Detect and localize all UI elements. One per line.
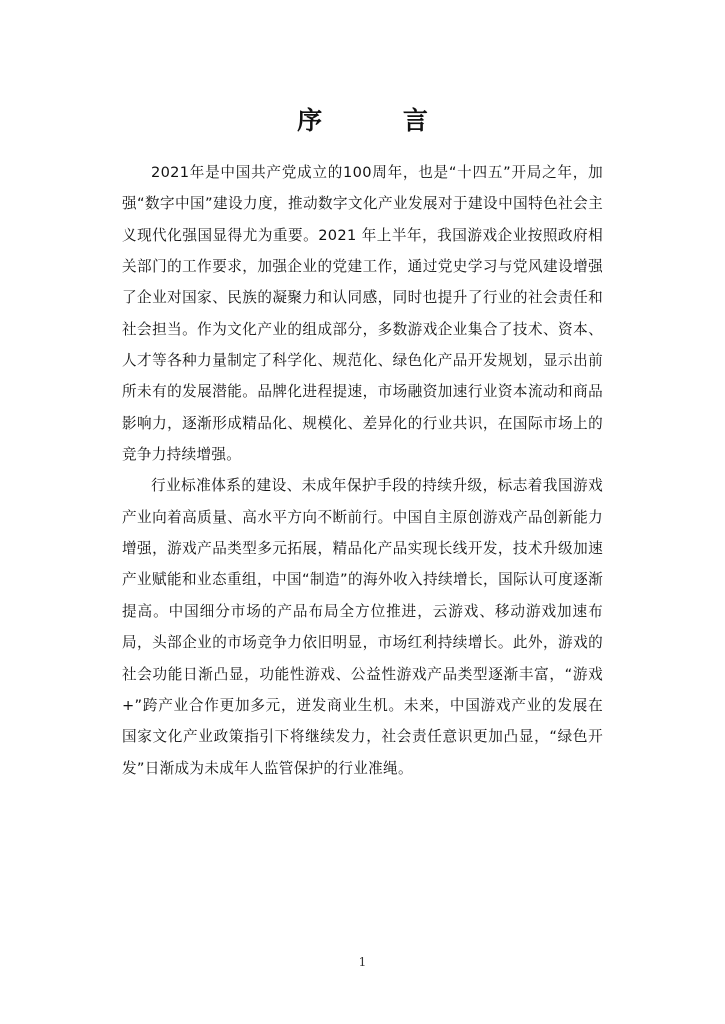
page-title: 序 言 bbox=[297, 106, 464, 135]
page-number: 1 bbox=[358, 955, 367, 969]
document-body bbox=[122, 157, 603, 784]
paragraph-1: 2021年是中国共产党成立的100周年，也是“十四五”开局之年，加强“数字中国”建设力度，推动数字文化产业发展对于建设中国特色社会主义现代化强国显得尤为重要。2021 年上半年，我国游戏企业按照政府相关部门的工作要求，加强企业的党建工作，通过党史学习与党风建设增强了企业对国家、民族的凝聚力和认同感，同时也提升了行业的社会责任和社会担当。作为文化产业的组成部分，多数游戏企业集合了技术、资本、人才等各种力量制定了科学化、规范化、绿色化产品开发规划，显示出前所未有的发展潜能。品牌化进程提速，市场融资加速行业资本流动和商品影响力，逐渐形成精品化、规模化、差异化的行业共识，在国际市场上的竞争力持续增强。 bbox=[122, 164, 603, 464]
paragraph-2: 行业标准体系的建设、未成年保护手段的持续升级，标志着我国游戏产业向着高质量、高水平方向不断前行。中国自主原创游戏产品创新能力增强，游戏产品类型多元拓展，精品化产品实现长线开发，技术升级加速产业赋能和业态重组，中国“制造”的海外收入持续增长，国际认可度逐渐提高。中国细分市场的产品布局全方位推进，云游戏、移动游戏加速布局，头部企业的市场竞争力依旧明显，市场红利持续增长。此外，游戏的社会功能日渐凸显，功能性游戏、公益性游戏产品类型逐渐丰富，“游戏+”跨产业合作更加多元，迸发商业生机。未来，中国游戏产业的发展在国家文化产业政策指引下将继续发力，社会责任意识更加凸显，“绿色开发”日渐成为未成年人监管保护的行业准绳。 bbox=[122, 477, 603, 777]
